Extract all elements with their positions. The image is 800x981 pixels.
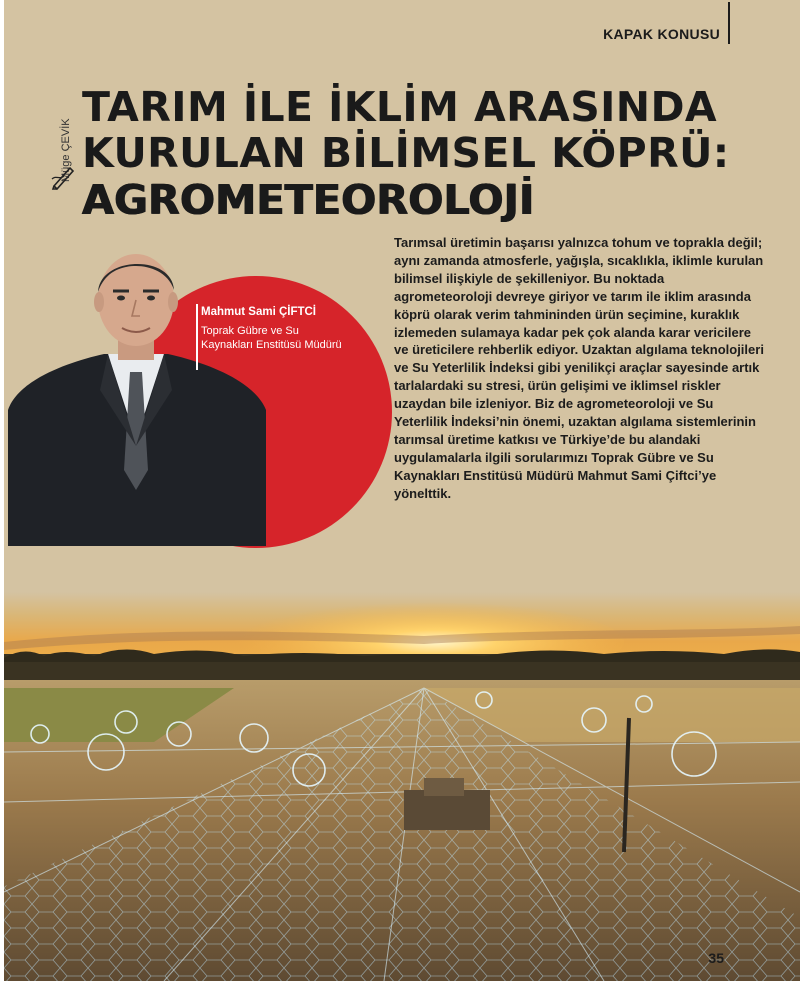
intro-paragraph: Tarımsal üretimin başarısı yalnızca tohum ve toprakla değil; aynı zamanda atmosferle, yağışla, sıcaklıkla, iklimle kurulan bilimsel ilişkiyle de şekilleniyor. Bu noktada agrometeoroloji devreye giriyor ve tarım ile iklim arasında köprü olarak verim tahmininden ürün seçimine, kuraklık izlemeden sulamaya kadar pek çok alanda karar vericilere ve üreticilere rehberlik ediyor. Uzaktan algılama teknolojileri ve Su Yeterlilik İndeksi gibi yenilikçi araçlar sayesinde artık tarlalardaki su stresi, ürün gelişimi ve iklimsel riskler uzaydan bile izleniyor. Biz de agrometeoroloji ve Su Yeterlilik İndeksi’nin önemi, uzaktan algılama sistemlerinin tarımsal üretime katkısı ve Türkiye’de bu alandaki uygulamalarla ilgili sorularımızı Toprak Gübre ve Su Kaynakları Enstitüsü Müdürü Mahmut Sami Çiftci’ye yönelttik. bbox=[394, 235, 764, 501]
pen-icon bbox=[50, 162, 76, 190]
magazine-page bbox=[4, 0, 800, 981]
section-label: KAPAK KONUSU bbox=[603, 26, 720, 42]
article-title bbox=[82, 84, 782, 224]
title-line-3: AGROMETEOROLOJİ bbox=[82, 176, 535, 224]
page-number: 35 bbox=[708, 950, 724, 966]
name-divider bbox=[196, 304, 198, 370]
title-line-2: KURULAN BİLİMSEL KÖPRÜ: bbox=[82, 129, 730, 177]
portrait-photo bbox=[8, 250, 266, 546]
farmland-sunset-photo bbox=[4, 592, 800, 981]
interviewee-role: Toprak Gübre ve Su Kaynakları Enstitüsü Müdürü bbox=[201, 325, 342, 351]
author-name: Müge ÇEVİK bbox=[60, 118, 72, 182]
interviewee-name: Mahmut Sami ÇİFTCİ bbox=[201, 306, 317, 318]
section-divider bbox=[728, 2, 730, 44]
title-line-1: TARIM İLE İKLİM ARASINDA bbox=[82, 83, 718, 131]
